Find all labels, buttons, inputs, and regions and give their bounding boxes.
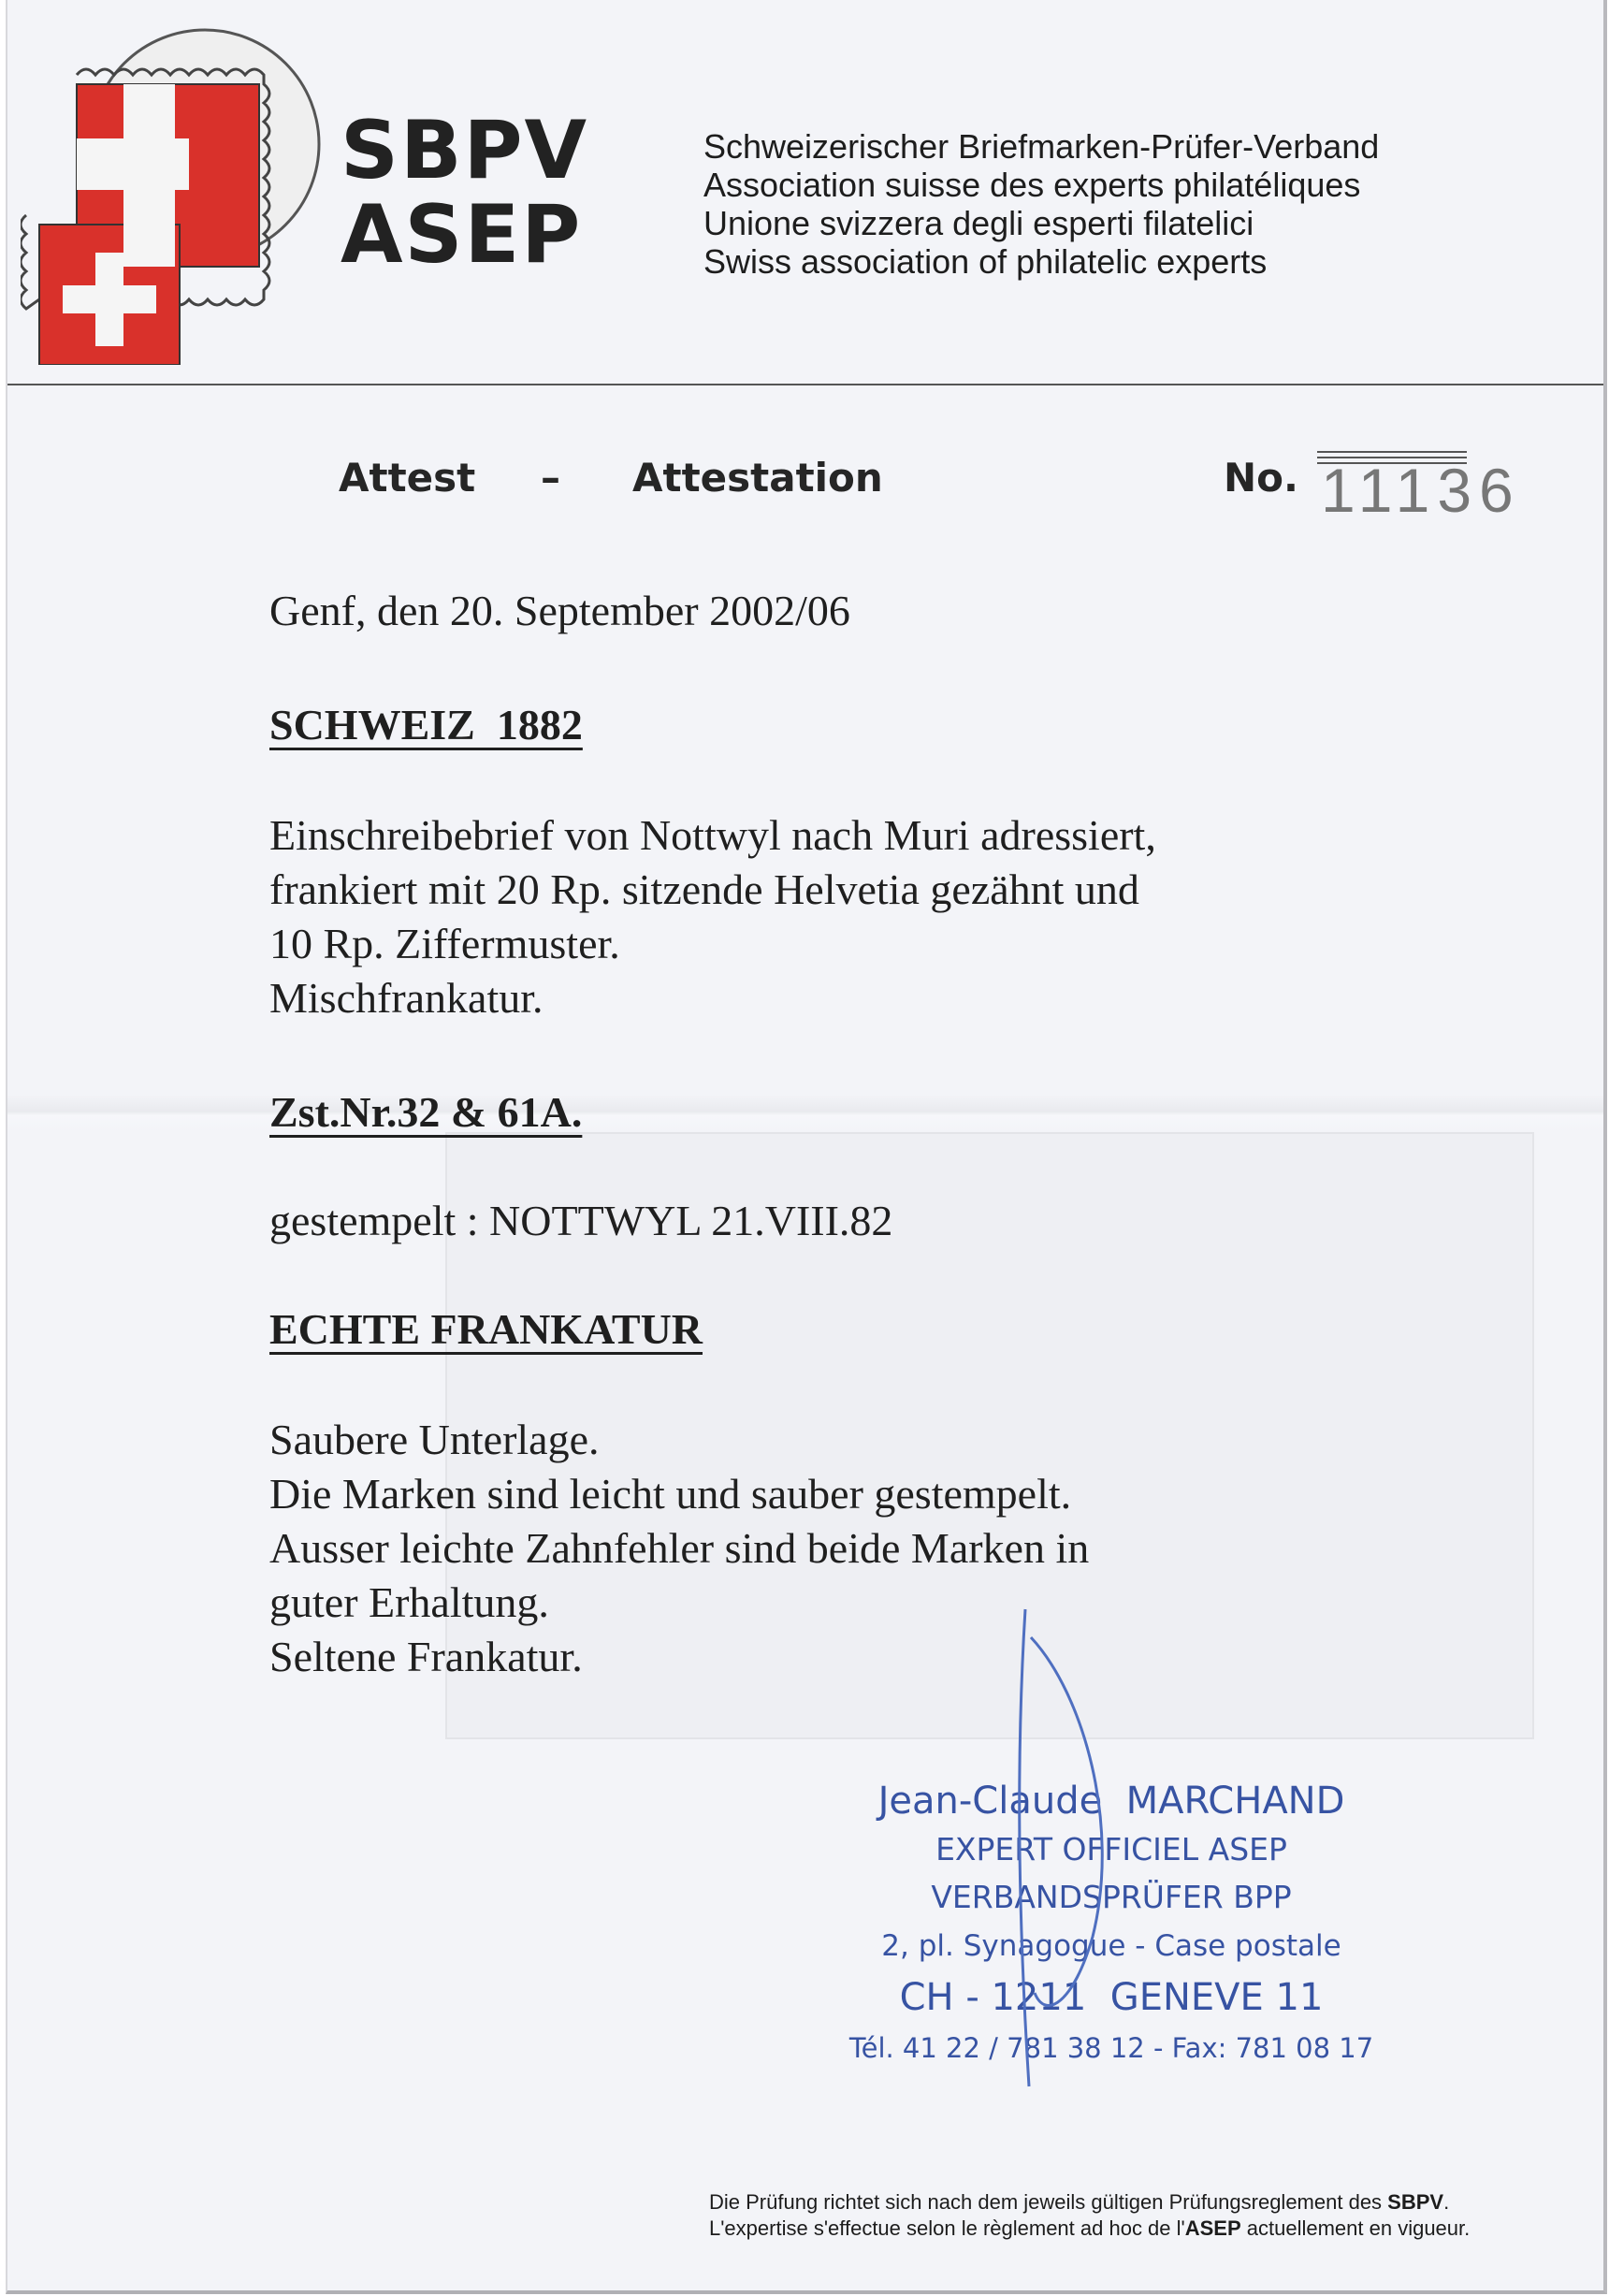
number-strike-line: [1317, 451, 1467, 453]
description-line: Mischfrankatur.: [269, 974, 544, 1022]
description-line: Einschreibebrief von Nottwyl nach Muri adressiert,: [269, 811, 1156, 859]
footer-note: [709, 2189, 1470, 2242]
heading-country-year: SCHWEIZ 1882: [269, 701, 583, 748]
remark-line: guter Erhaltung.: [269, 1578, 549, 1626]
catalogue-numbers: Zst.Nr.32 & 61A.: [269, 1088, 583, 1136]
title-dash: –: [541, 455, 560, 501]
remark-line: Seltene Frankatur.: [269, 1633, 583, 1680]
sbpv-logo: [21, 28, 339, 365]
remarks: [269, 1413, 1089, 1684]
association-name-it: Unione svizzera degli esperti filatelici: [703, 204, 1254, 242]
association-name-de: Schweizerischer Briefmarken-Prüfer-Verband: [703, 127, 1380, 166]
expert-phone-fax: Tél. 41 22 / 781 38 12 - Fax: 781 08 17: [848, 2032, 1374, 2064]
certificate-page: [6, 0, 1607, 2294]
brand-acronyms: [341, 104, 589, 282]
certificate-number-label: No.: [1224, 455, 1298, 501]
expert-city: CH - 1211 GENEVE 11: [899, 1976, 1324, 2019]
description: [269, 808, 1156, 1025]
certificate-number-value: 11136: [1321, 456, 1521, 525]
association-name-fr: Association suisse des experts philatéliques: [703, 166, 1361, 204]
expert-address: 2, pl. Synagogue - Case postale: [881, 1929, 1341, 1963]
verdict: ECHTE FRANKATUR: [269, 1305, 703, 1353]
footer-line-fr: L'expertise s'effectue selon le règlement ad hoc de l'ASEP actuellement en vigueur.: [709, 2216, 1471, 2240]
expert-signature: [980, 1581, 1121, 2105]
remark-line: Die Marken sind leicht und sauber gestempelt.: [269, 1470, 1072, 1518]
paper-fold: [7, 1095, 1603, 1132]
remark-line: Saubere Unterlage.: [269, 1416, 600, 1463]
description-line: frankiert mit 20 Rp. sitzende Helvetia gezähnt und: [269, 865, 1139, 913]
brand-sbpv: SBPV: [341, 104, 589, 197]
association-name-en: Swiss association of philatelic experts: [703, 242, 1268, 281]
association-names: [703, 127, 1379, 281]
expert-bpp: VERBANDSPRÜFER BPP: [931, 1879, 1292, 1915]
certificate-number: [1317, 447, 1542, 525]
expert-name: Jean-Claude MARCHAND: [877, 1780, 1345, 1823]
expert-title: EXPERT OFFICIEL ASEP: [935, 1831, 1287, 1867]
footer-line-de: Die Prüfung richtet sich nach dem jeweils gültigen Prüfungsreglement des SBPV.: [709, 2190, 1450, 2214]
title-attest: Attest: [339, 455, 476, 501]
remark-line: Ausser leichte Zahnfehler sind beide Marken in: [269, 1524, 1090, 1572]
header-divider: [7, 384, 1603, 385]
brand-asep: ASEP: [341, 188, 583, 282]
cancellation: gestempelt : NOTTWYL 21.VIII.82: [269, 1197, 893, 1244]
title-attestation: Attestation: [632, 455, 883, 501]
place-date: Genf, den 20. September 2002/06: [269, 587, 850, 634]
description-line: 10 Rp. Ziffermuster.: [269, 920, 620, 967]
